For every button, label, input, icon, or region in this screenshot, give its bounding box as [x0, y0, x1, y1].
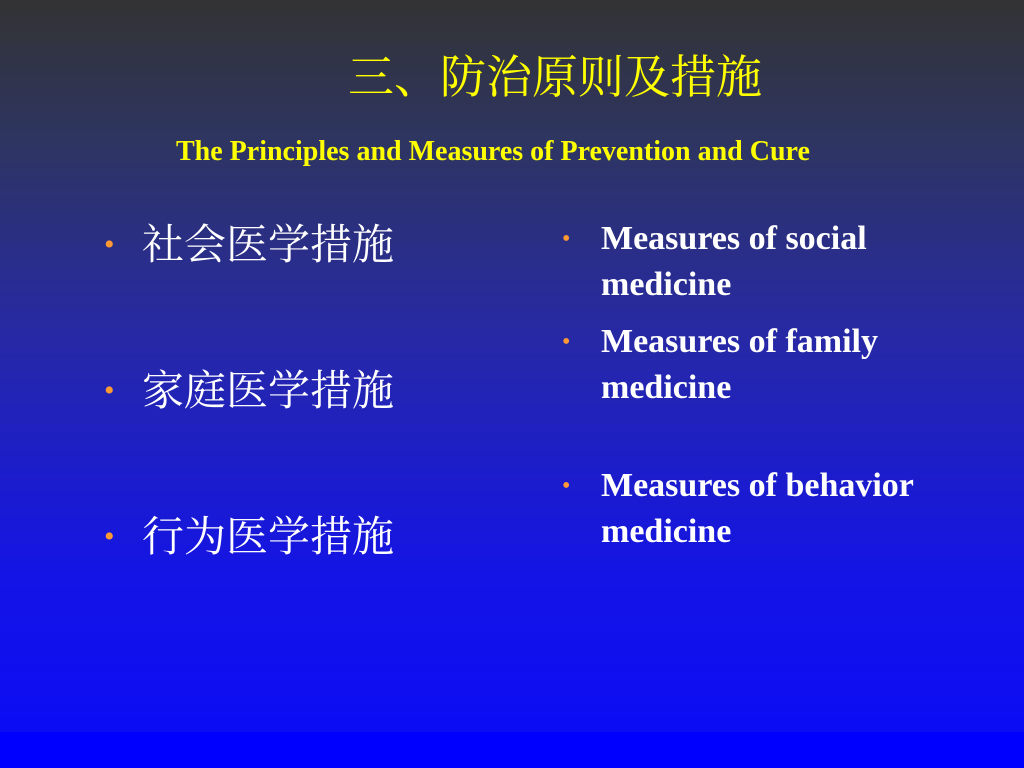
english-bullet-list	[562, 216, 1002, 555]
list-item-label: Measures of social medicine	[601, 220, 867, 303]
list-item	[104, 508, 524, 654]
list-item	[562, 319, 1002, 411]
bullet-icon: •	[104, 374, 115, 407]
chinese-bullet-list	[104, 216, 524, 654]
list-item-label: Measures of family medicine	[601, 323, 878, 406]
list-item	[104, 362, 524, 508]
slide-subtitle: The Principles and Measures of Prevention and Cure	[176, 136, 810, 167]
bullet-icon: •	[562, 226, 571, 252]
list-item	[104, 216, 524, 362]
slide-title: 三、防治原则及措施	[348, 50, 762, 104]
bullet-icon: •	[562, 329, 571, 355]
bottom-band	[0, 732, 1024, 768]
list-item-label: 社会医学措施	[142, 220, 395, 269]
list-item	[562, 216, 1002, 308]
bullet-icon: •	[104, 520, 115, 553]
list-item-label: 行为医学措施	[142, 512, 395, 561]
bullet-icon: •	[104, 228, 115, 261]
list-item	[562, 463, 1002, 555]
list-item-label: 家庭医学措施	[142, 366, 395, 415]
list-item-label: Measures of behavior medicine	[601, 467, 914, 550]
bullet-icon: •	[562, 473, 571, 499]
